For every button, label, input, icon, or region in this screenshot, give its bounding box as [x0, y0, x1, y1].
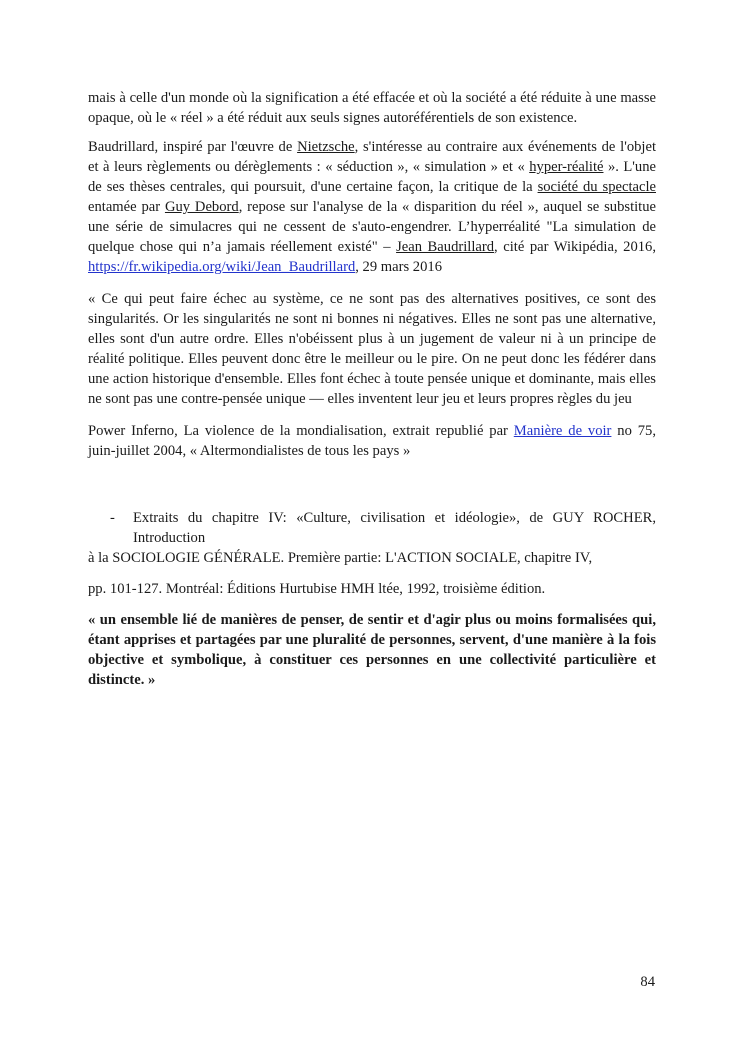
list-item-extraits [88, 508, 656, 548]
paragraph-text: « Ce qui peut faire échec au système, ce ne sont pas des alternatives positives, ce sont des singularités. Or les singularités ne sont ni bonnes ni négatives. Elles ne sont pas une alternative, elles sont d'un autre ordre. Elles n'obéissent plus à un jugement de valeur ni à un principe de réalité politique. Elles peuvent donc être le meilleur ou le pire. On ne peut donc les fédérer dans une action historique d'ensemble. Elles font échec à toute pensée unique et dominante, mais elles ne sont pas une contre-pensée unique — elles inventent leur jeu et leurs propres règles du jeu [88, 291, 656, 407]
link-wikipedia-url[interactable]: https://fr.wikipedia.org/wiki/Jean_Baudrillard [88, 259, 356, 275]
text-run: , s'intéresse au contraire aux événements de l'objet et à leurs règlements ou dérèglements : « séduction », « simulation » et « [88, 139, 657, 175]
text-run: Power Inferno, La violence de la mondialisation, extrait republié par [88, 423, 514, 439]
text-run: , cité par Wikipédia, 2016, [494, 239, 656, 255]
list-dash: - [110, 510, 115, 526]
paragraph-text: « un ensemble lié de manières de penser, de sentir et d'agir plus ou moins formalisées qui, étant apprises et partagées par une pluralité de personnes, servent, d'une manière à la fois objective et symbolique, à constituer ces personnes en une collectivité particulière et distincte. » [88, 612, 656, 688]
link-guy-debord[interactable]: Guy Debord [164, 199, 239, 215]
link-nietzsche[interactable]: Nietzsche [297, 139, 355, 155]
link-societe-du-spectacle[interactable]: société du spectacle [537, 179, 656, 195]
paragraph-power-inferno [88, 421, 656, 461]
link-maniere-de-voir[interactable]: Manière de voir [513, 423, 612, 439]
text-run: Baudrillard, inspiré par l'œuvre de [88, 139, 298, 155]
text-run: , 29 mars 2016 [355, 259, 442, 275]
link-hyper-realite[interactable]: hyper-réalité [529, 159, 604, 175]
text-run: no 75, juin-juillet 2004, « Altermondialistes de tous les pays » [88, 423, 656, 459]
text-run: , repose sur l'analyse de la « disparition du réel », auquel se substitue une série de simulacres qui ne cessent de s'auto-engendrer. L’hyperréalité "La simulation de quelque chose qui n’a jamais réellement existé" – [88, 199, 657, 255]
paragraph-sociologie [88, 548, 656, 568]
page-number: 84 [640, 974, 655, 990]
text-run: ». L'une de ses thèses centrales, qui poursuit, d'une certaine façon, la critique de la [88, 159, 656, 195]
paragraph-baudrillard [88, 137, 656, 277]
list-item-text: Extraits du chapitre IV: «Culture, civilisation et idéologie», de GUY ROCHER, Introduction [133, 510, 656, 546]
paragraph-pages [88, 579, 656, 599]
page-content [88, 88, 656, 699]
text-run: entamée par [88, 199, 165, 215]
paragraph-quote-singularites [88, 289, 656, 409]
paragraph-text: mais à celle d'un monde où la signification a été effacée et où la société a été réduite à une masse opaque, où le « réel » a été réduit aux seuls signes autoréférentiels de son existence. [88, 90, 656, 126]
link-jean-baudrillard[interactable]: Jean Baudrillard [396, 239, 495, 255]
paragraph-text: à la SOCIOLOGIE GÉNÉRALE. Première partie: L'ACTION SOCIALE, chapitre IV, [88, 550, 593, 566]
paragraph-text: pp. 101-127. Montréal: Éditions Hurtubise HMH ltée, 1992, troisième édition. [88, 581, 546, 597]
paragraph-reel [88, 88, 656, 128]
spacer [88, 470, 656, 508]
paragraph-definition-culture [88, 610, 656, 690]
